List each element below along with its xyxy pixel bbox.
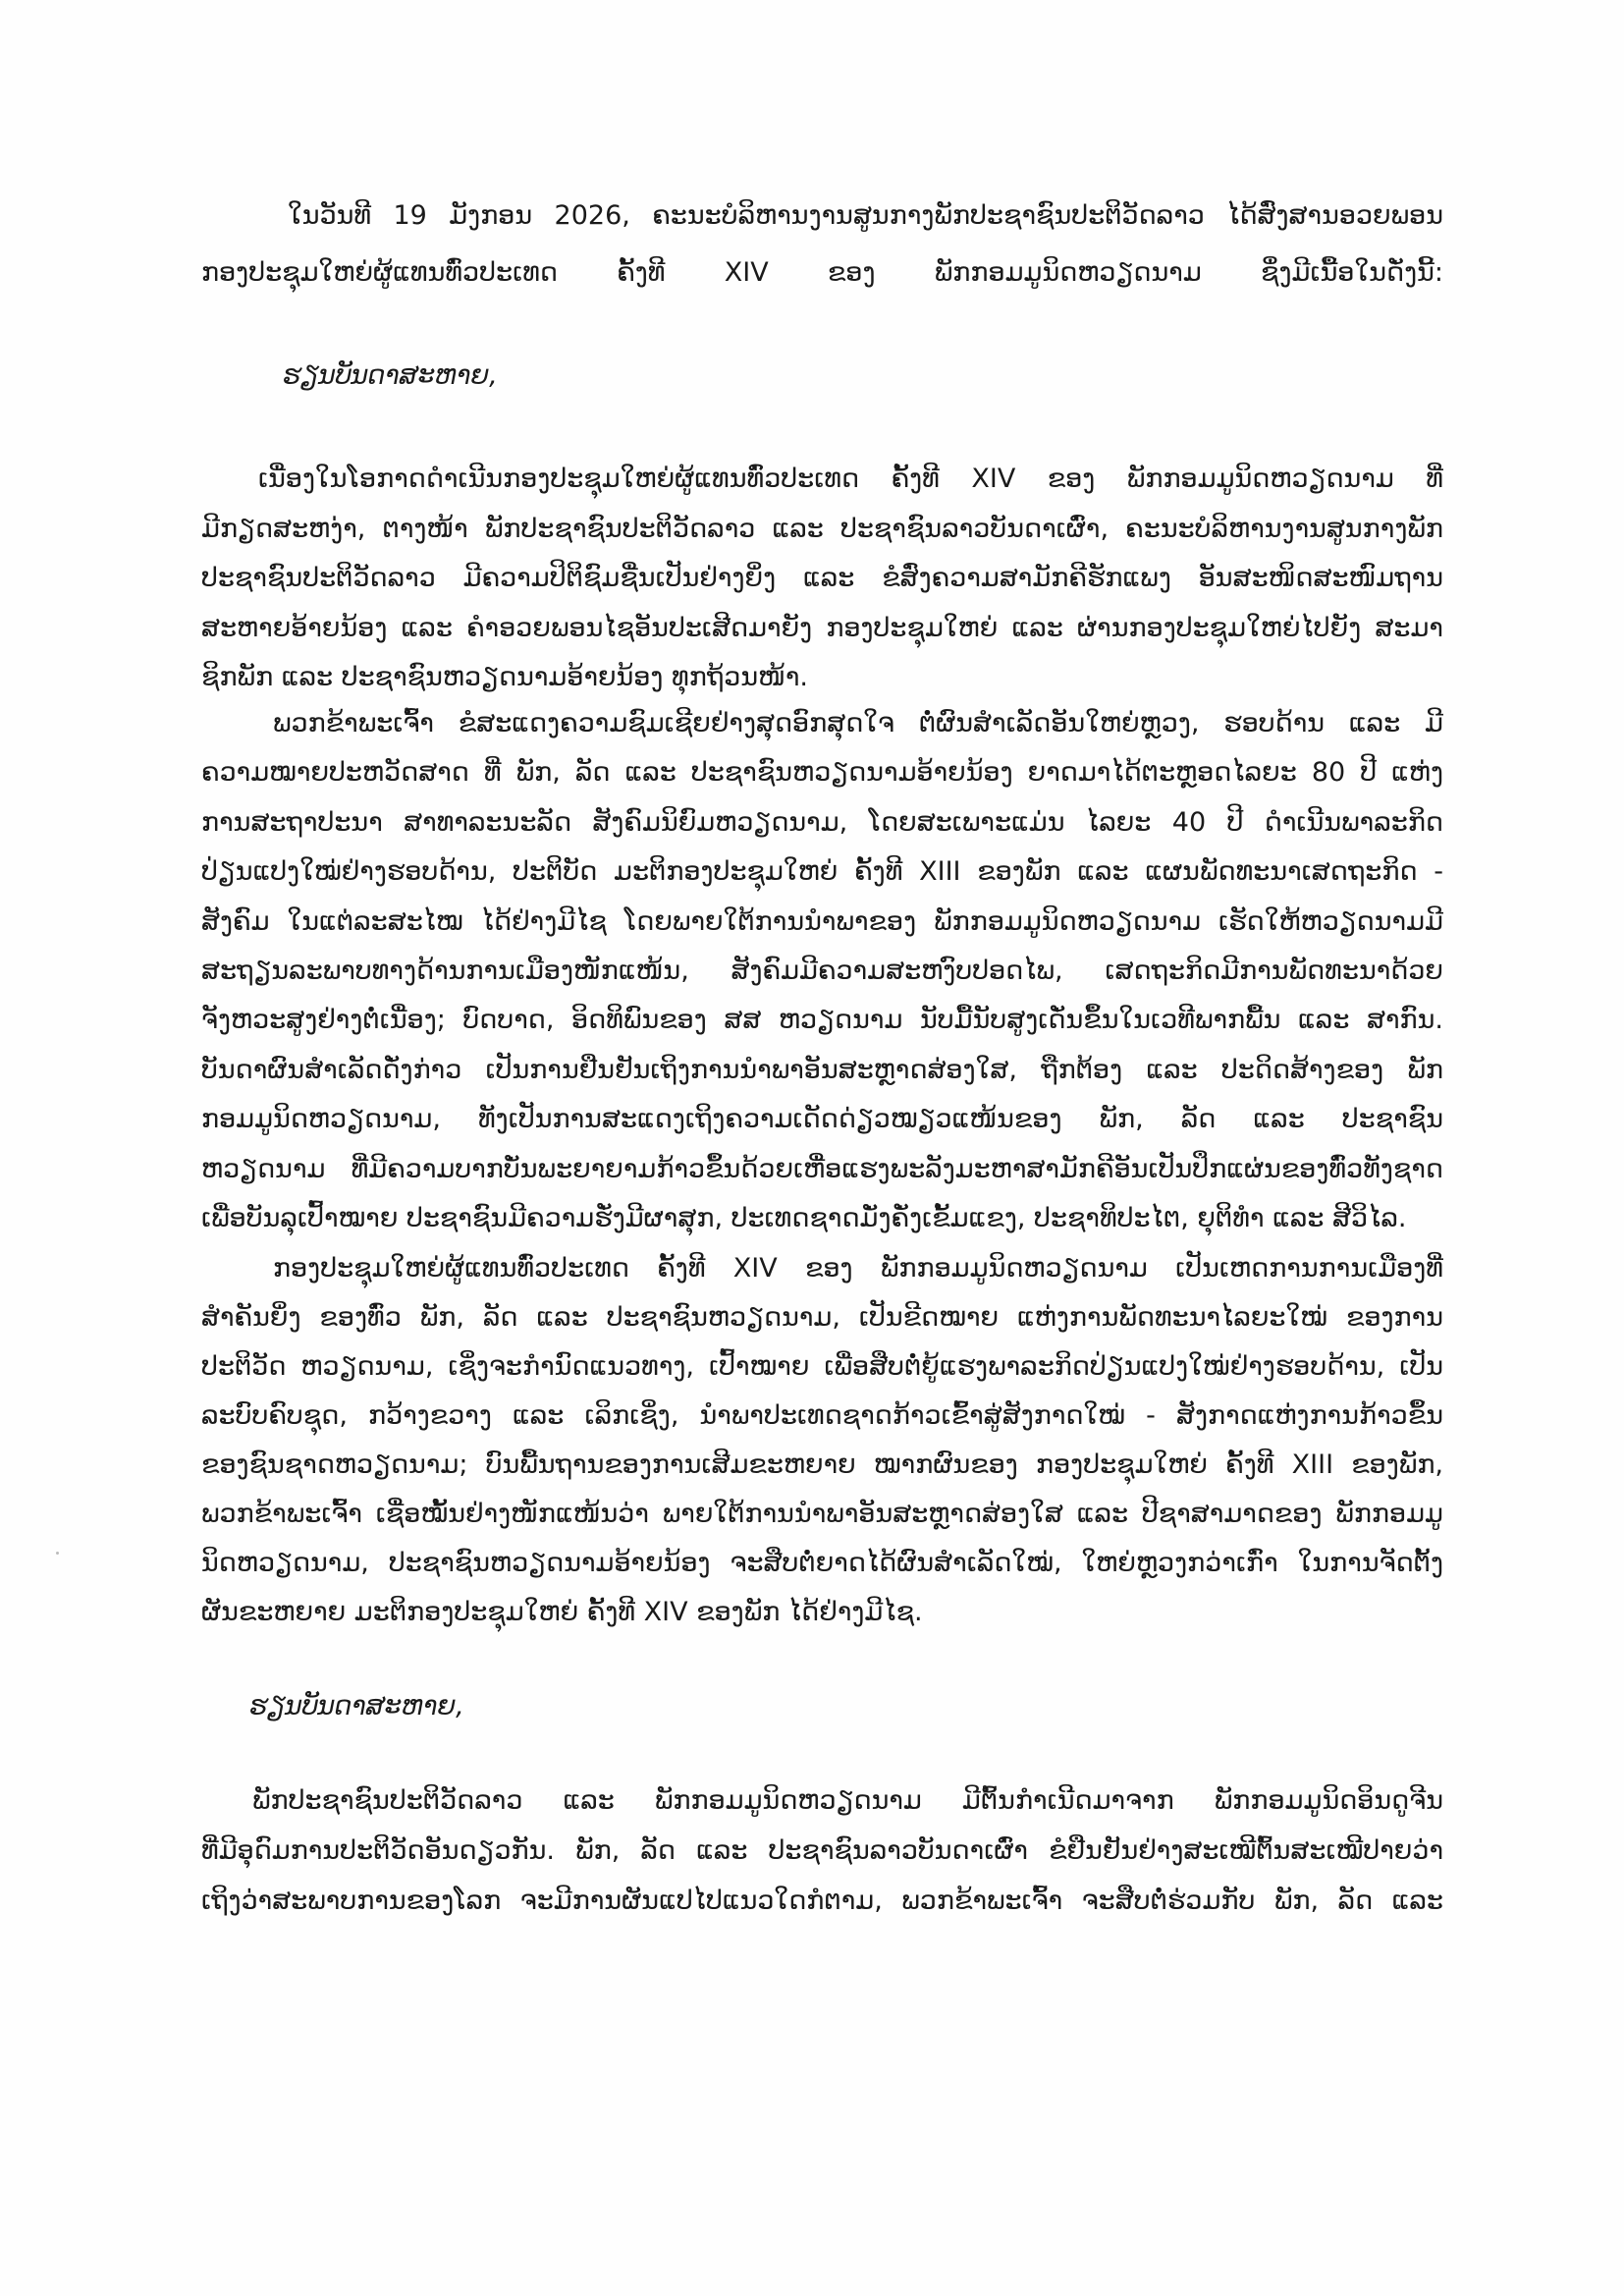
text-line: ພວກຂ້າພະເຈົ້າ ເຊື່ອໝັ້ນຢ່າງໜັກແໜ້ນວ່າ ພາຍໃຕ້ການນຳພາອັນສະຫຼາດສ່ອງໃສ ແລະ ປີຊາສາມາດຂອງ ພັກກອມມູ: [201, 1499, 1443, 1529]
text-line: ກອງປະຊຸມໃຫຍ່ຜູ້ແທນທົ່ວປະເທດ ຄັ້ງທີ XIV ຂອງ ພັກກອມມູນິດຫວຽດນາມ ຊຶ່ງມີເນື້ອໃນດັ່ງນີ້:: [201, 257, 1443, 288]
text-line: ລະບົບຄົບຊຸດ, ກວ້າງຂວາງ ແລະ ເລິກເຊິ່ງ, ນຳພາປະເທດຊາດກ້າວເຂົ້າສູ່ສັງກາດໃໝ່ - ສັງກາດແຫ່ງການກ້າວຂຶ້ນ: [201, 1400, 1443, 1431]
text-line: ກອງປະຊຸມໃຫຍ່ຜູ້ແທນທົ່ວປະເທດ ຄັ້ງທີ XIV ຂອງ ພັກກອມມູນິດຫວຽດນາມ ເປັນເຫດການການເມືອງທີ່: [273, 1253, 1443, 1284]
scan-speck: [56, 1552, 59, 1555]
text-line: ຄວາມໝາຍປະຫວັດສາດ ທີ່ ພັກ, ລັດ ແລະ ປະຊາຊົນຫວຽດນາມອ້າຍນ້ອງ ຍາດມາໄດ້ຕະຫຼອດໄລຍະ 80 ປີ ແຫ່ງ: [201, 757, 1443, 789]
text-line: ສຳຄັນຍິ່ງ ຂອງທົ່ວ ພັກ, ລັດ ແລະ ປະຊາຊົນຫວຽດນາມ, ເປັນຂີດໝາຍ ແຫ່ງການພັດທະນາໄລຍະໃໝ່ ຂອງການ: [201, 1302, 1443, 1333]
text-line: ໃນວັນທີ 19 ມັງກອນ 2026, ຄະນະບໍລິຫານງານສູນກາງພັກປະຊາຊົນປະຕິວັດລາວ ໄດ້ສົ່ງສານອວຍພອນ: [288, 200, 1443, 231]
text-line: ເນື່ອງໃນໂອກາດດຳເນີນກອງປະຊຸມໃຫຍ່ຜູ້ແທນທົ່ວປະເທດ ຄັ້ງທີ XIV ຂອງ ພັກກອມມູນິດຫວຽດນາມ ທີ່: [258, 464, 1443, 494]
text-line: ບັນດາຜົນສຳເລັດດັ່ງກ່າວ ເປັນການຢືນຢັນເຖິງການນຳພາອັນສະຫຼາດສ່ອງໃສ, ຖືກຕ້ອງ ແລະ ປະດິດສ້າງຂອງ ພັກ: [201, 1054, 1443, 1085]
text-line: ທີ່ມີອຸດົມການປະຕິວັດອັນດຽວກັນ. ພັກ, ລັດ ແລະ ປະຊາຊົນລາວບັນດາເຜົ່າ ຂໍຢືນຢັນຢ່າງສະເໝີຕົ້ນສະເໝີປາຍວ່າ: [201, 1835, 1443, 1866]
text-line: ນິດຫວຽດນາມ, ປະຊາຊົນຫວຽດນາມອ້າຍນ້ອງ ຈະສືບຕໍ່ຍາດໄດ້ຜົນສຳເລັດໃໝ່, ໃຫຍ່ຫຼວງກວ່າເກົ່າ ໃນການຈັດຕັ້ງ: [201, 1548, 1443, 1578]
text-line: ເຖິງວ່າສະພາບການຂອງໂລກ ຈະມີການຜັນແປໄປແນວໃດກໍຕາມ, ພວກຂ້າພະເຈົ້າ ຈະສືບຕໍ່ຮ່ວມກັບ ພັກ, ລັດ ແລະ: [201, 1886, 1443, 1916]
text-line: ຂອງຊົນຊາດຫວຽດນາມ; ບົນພື້ນຖານຂອງການເສີມຂະຫຍາຍ ໝາກຜົນຂອງ ກອງປະຊຸມໃຫຍ່ ຄັ້ງທີ XIII ຂອງພັກ,: [201, 1449, 1443, 1480]
text-line: ປະຊາຊົນປະຕິວັດລາວ ມີຄວາມປິຕິຊົມຊື່ນເປັນຢ່າງຍິ່ງ ແລະ ຂໍສົ່ງຄວາມສາມັກຄີຮັກແພງ ອັນສະໜິດສະໜົມຖານ: [201, 563, 1443, 593]
text-line: ຜັນຂະຫຍາຍ ມະຕິກອງປະຊຸມໃຫຍ່ ຄັ້ງທີ XIV ຂອງພັກ ໄດ້ຢ່າງມີໄຊ.: [201, 1597, 923, 1627]
text-line: ການສະຖາປະນາ ສາທາລະນະລັດ ສັງຄົມນິຍົມຫວຽດນາມ, ໂດຍສະເພາະແມ່ນ ໄລຍະ 40 ປີ ດຳເນີນພາລະກິດ: [201, 806, 1443, 838]
text-line: ມີກຽດສະຫງ່າ, ຕາງໜ້າ ພັກປະຊາຊົນປະຕິວັດລາວ ແລະ ປະຊາຊົນລາວບັນດາເຜົ່າ, ຄະນະບໍລິຫານງານສູນກາງພັກ: [201, 513, 1443, 544]
text-line: ສັງຄົມ ໃນແຕ່ລະສະໄໝ ໄດ້ຢ່າງມີໄຊ ໂດຍພາຍໃຕ້ການນຳພາຂອງ ພັກກອມມູນິດຫວຽດນາມ ເຮັດໃຫ້ຫວຽດນາມມີ: [201, 905, 1443, 937]
text-line: ຊິກພັກ ແລະ ປະຊາຊົນຫວຽດນາມອ້າຍນ້ອງ ທຸກຖ້ວນໜ້າ.: [201, 662, 809, 692]
text-line: ປະຕິວັດ ຫວຽດນາມ, ເຊິ່ງຈະກຳນົດແນວທາງ, ເປົ້າໝາຍ ເພື່ອສືບຕໍ່ຍູ້ແຮງພາລະກິດປ່ຽນແປງໃໝ່ຢ່າງຮອບດ້ານ, ເປັນ: [201, 1351, 1443, 1382]
text-line: ພວກຂ້າພະເຈົ້າ ຂໍສະແດງຄວາມຊົມເຊີຍຢ່າງສຸດອົກສຸດໃຈ ຕໍ່ຜົນສຳເລັດອັນໃຫຍ່ຫຼວງ, ຮອບດ້ານ ແລະ ມີ: [273, 708, 1443, 738]
text-line: ປ່ຽນແປງໃໝ່ຢ່າງຮອບດ້ານ, ປະຕິບັດ ມະຕິກອງປະຊຸມໃຫຍ່ ຄັ້ງທີ XIII ຂອງພັກ ແລະ ແຜນພັດທະນາເສດຖະກິດ -: [201, 856, 1443, 888]
text-line: ເພື່ອບັນລຸເປົ້າໝາຍ ປະຊາຊົນມີຄວາມຮັ່ງມີຜາສຸກ, ປະເທດຊາດມັ່ງຄັ່ງເຂັ້ມແຂງ, ປະຊາທິປະໄຕ, ຍຸຕິທຳ ແລະ ສີວິໄລ.: [201, 1203, 1407, 1233]
salutation: ຮຽນບັນດາສະຫາຍ,: [283, 360, 498, 391]
text-line: ສະຖຽນລະພາບທາງດ້ານການເມືອງໜັກແໜ້ນ, ສັງຄົມມີຄວາມສະຫງົບປອດໄພ, ເສດຖະກິດມີການພັດທະນາດ້ວຍ: [201, 956, 1443, 986]
text-line: ສະຫາຍອ້າຍນ້ອງ ແລະ ຄຳອວຍພອນໄຊອັນປະເສີດມາຍັງ ກອງປະຊຸມໃຫຍ່ ແລະ ຜ່ານກອງປະຊຸມໃຫຍ່ໄປຍັງ ສະມາ: [201, 612, 1443, 643]
text-line: ກອມມູນິດຫວຽດນາມ, ທັງເປັນການສະແດງເຖິງຄວາມເດັດດ່ຽວໝຽວແໜ້ນຂອງ ພັກ, ລັດ ແລະ ປະຊາຊົນ: [201, 1104, 1443, 1135]
salutation: ຮຽນບັນດາສະຫາຍ,: [249, 1691, 464, 1722]
text-line: ພັກປະຊາຊົນປະຕິວັດລາວ ແລະ ພັກກອມມູນິດຫວຽດນາມ ມີຕົ້ນກຳເນີດມາຈາກ ພັກກອມມູນິດອິນດູຈີນ: [252, 1785, 1443, 1816]
text-line: ຫວຽດນາມ ທີ່ມີຄວາມບາກບັ່ນພະຍາຍາມກ້າວຂຶ້ນດ້ວຍເຫື່ອແຮງພະລັງມະຫາສາມັກຄີອັນເປັນປຶກແຜ່ນຂອງທົ່ວທັງຊາດ: [201, 1153, 1443, 1184]
text-line: ຈັງຫວະສູງຢ່າງຕໍ່ເນື່ອງ; ບົດບາດ, ອິດທິພົນຂອງ ສສ ຫວຽດນາມ ນັບມື້ນັບສູງເດັ່ນຂຶ້ນໃນເວທີພາກພື້ນ ແລະ ສາກົນ.: [201, 1005, 1443, 1036]
